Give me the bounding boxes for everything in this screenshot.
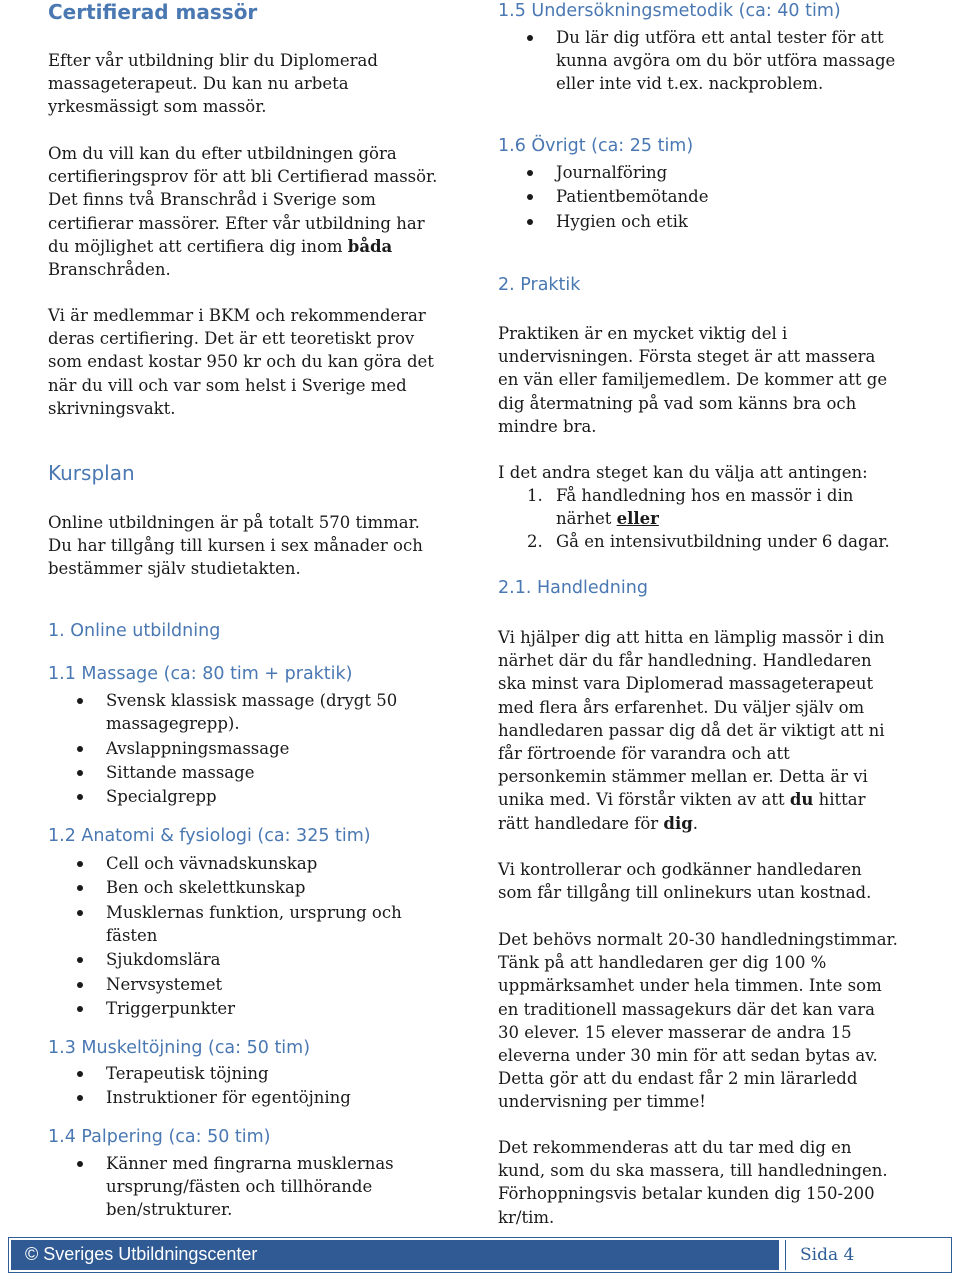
massage-list	[48, 689, 448, 810]
list-item-text: Nervsystemet	[106, 974, 223, 994]
paragraph-bkm	[48, 304, 448, 420]
list-item	[498, 530, 898, 553]
footer-copyright: © Sveriges Utbildningscenter	[25, 1244, 258, 1264]
paragraph-praktik: Praktiken är en mycket viktig del i undervisningen. Första steget är att massera en vän eller familjemedlem. De kommer att ge dig återmatning på vad som känns bra och mindre bra.	[498, 324, 888, 436]
anatomi-list	[48, 852, 448, 1022]
bullet-icon	[77, 1161, 83, 1167]
list-item	[498, 210, 898, 233]
muskeltojning-heading: 1.3 Muskeltöjning (ca: 50 tim)	[48, 1038, 311, 1058]
list-item	[48, 1062, 448, 1085]
paragraph-kontroll: Vi kontrollerar och godkänner handledaren som får tillgång till onlinekurs utan kostnad.	[498, 860, 872, 903]
list-item	[48, 948, 448, 971]
palpering-list	[48, 1152, 448, 1223]
list-item	[48, 973, 448, 996]
list-item-text: Sjukdomslära	[106, 950, 221, 970]
palpering-heading: 1.4 Palpering (ca: 50 tim)	[48, 1127, 271, 1147]
undersokning-heading: 1.5 Undersökningsmetodik (ca: 40 tim)	[498, 1, 841, 21]
bullet-icon	[77, 770, 83, 776]
text-line: yrkesmässigt som massör.	[48, 97, 267, 117]
list-item-text: Få handledning hos en massör i din närhet	[556, 486, 854, 529]
list-item-text: Ben och skelettkunskap	[106, 878, 306, 898]
bullet-icon	[77, 1006, 83, 1012]
online-heading: 1. Online utbildning	[48, 621, 221, 641]
list-item-text: Musklernas funktion, ursprung och fästen	[106, 902, 402, 945]
list-item-text: Du lär dig utföra ett antal tester för att kunna avgöra om du bör utföra massage eller inte vid t.ex. nackproblem.	[556, 28, 896, 94]
text-span: Vi hjälper dig att hitta en lämplig massör i din närhet där du får handledning. Handledaren ska minst vara Diplomerad massageterapeut med flera års erfarenhet. Du väljer själv om handledaren passar dig då det är viktigt att ni får förtroende för varandra och att personkemin stämmer mellan er. Detta är vi unika med. Vi förstår vikten av att	[498, 628, 885, 810]
footer-page-box	[785, 1240, 948, 1270]
text-line: Branschråden.	[48, 260, 171, 280]
bullet-icon	[77, 910, 83, 916]
text-line: Det finns två Branschråd i Sverige som	[48, 190, 376, 210]
text-line: deras certifiering. Det är ett teoretiskt prov	[48, 329, 415, 349]
list-item-text: Sittande massage	[106, 762, 255, 782]
list-item	[498, 161, 898, 184]
kursplan-heading: Kursplan	[48, 461, 135, 485]
paragraph-handledning	[498, 626, 898, 835]
massage-heading: 1.1 Massage (ca: 80 tim + praktik)	[48, 664, 353, 684]
list-item	[498, 26, 898, 96]
text-line: Vi är medlemmar i BKM och rekommenderar	[48, 306, 426, 325]
list-item-text: Triggerpunkter	[106, 999, 236, 1019]
list-item-text: Specialgrepp	[106, 787, 217, 807]
praktik-heading: 2. Praktik	[498, 275, 581, 295]
paragraph-diplom	[48, 49, 448, 119]
bullet-icon	[77, 1095, 83, 1101]
muskeltojning-list	[48, 1062, 448, 1111]
list-item-text: Avslappningsmassage	[106, 738, 290, 758]
list-item-text: Cell och vävnadskunskap	[106, 854, 318, 873]
list-item-text: Svensk klassisk massage (drygt 50 massagegrepp).	[106, 691, 398, 734]
list-item	[498, 484, 898, 530]
list-item	[48, 1086, 448, 1109]
bullet-icon	[527, 194, 533, 200]
list-item	[48, 997, 448, 1020]
list-item-text: Patientbemötande	[556, 187, 709, 207]
bullet-icon	[527, 35, 533, 41]
text-span: .	[692, 813, 698, 833]
text-line: certifieringsprov för att bli Certifierad massör.	[48, 167, 438, 187]
paragraph-kund: Det rekommenderas att du tar med dig en kund, som du ska massera, till handledningen. Förhoppningsvis betalar kunden dig 150-200 kr/tim.	[498, 1138, 888, 1227]
page-footer	[8, 1237, 952, 1273]
undersokning-list	[498, 26, 898, 97]
list-item	[48, 737, 448, 760]
text-line: Du har tillgång till kursen i sex månader och	[48, 536, 423, 556]
anatomi-heading: 1.2 Anatomi & fysiologi (ca: 325 tim)	[48, 826, 371, 846]
list-number: 2.	[527, 532, 543, 552]
bullet-icon	[77, 794, 83, 800]
bullet-icon	[527, 219, 533, 225]
ovrigt-heading: 1.6 Övrigt (ca: 25 tim)	[498, 136, 694, 156]
list-item	[48, 785, 448, 808]
text-line: Efter vår utbildning blir du Diplomerad	[48, 51, 378, 70]
bullet-icon	[527, 170, 533, 176]
paragraph-andra-steget: I det andra steget kan du välja att antingen:	[498, 463, 868, 482]
list-item	[48, 876, 448, 899]
bullet-icon	[77, 746, 83, 752]
bullet-icon	[77, 861, 83, 867]
text-line: skrivningsvakt.	[48, 398, 176, 418]
bold-text: du	[789, 790, 814, 810]
text-line: som endast kostar 950 kr och du kan göra det	[48, 352, 434, 372]
bullet-icon	[77, 698, 83, 704]
underlined-text: eller	[616, 509, 659, 529]
paragraph-certifiering	[48, 142, 448, 281]
list-item	[48, 689, 448, 735]
list-item-text: Instruktioner för egentöjning	[106, 1088, 351, 1108]
list-item-text: Känner med fingrarna musklernas ursprung/fästen och tillhörande ben/strukturer.	[106, 1154, 394, 1220]
paragraph-kursplan	[48, 511, 448, 581]
text-line	[48, 235, 448, 258]
list-item	[48, 1152, 448, 1222]
bullet-icon	[77, 1071, 83, 1077]
bullet-icon	[77, 957, 83, 963]
text-span: du möjlighet att certifiera dig inom	[48, 236, 348, 256]
footer-copyright-bar	[11, 1240, 779, 1270]
list-item	[48, 901, 448, 947]
text-line: Online utbildningen är på totalt 570 timmar.	[48, 513, 420, 532]
bold-text: båda	[347, 236, 393, 256]
steg-list	[498, 484, 898, 554]
list-item-text: Terapeutisk töjning	[106, 1064, 269, 1083]
text-line: certifierar massörer. Efter vår utbildning har	[48, 213, 425, 233]
list-item-text: Gå en intensivutbildning under 6 dagar.	[556, 532, 890, 552]
paragraph-timmar: Det behövs normalt 20-30 handledningstimmar. Tänk på att handledaren ger dig 100 % uppmärksamhet under hela timmen. Inte som en traditionell massagekurs där det kan vara 30 elever. 15 elever masserar de andra 15 eleverna under 30 min för att sedan bytas av. Detta gör att du endast får 2 min lärarledd undervisning per timme!	[498, 930, 898, 1112]
handledning-heading: 2.1. Handledning	[498, 578, 648, 598]
text-line: Om du vill kan du efter utbildningen göra	[48, 144, 397, 163]
list-item	[498, 185, 898, 208]
ovrigt-list	[498, 161, 898, 234]
section-title: Certifierad massör	[48, 0, 258, 24]
page-number: Sida 4	[800, 1245, 855, 1265]
text-line: massageterapeut. Du kan nu arbeta	[48, 74, 349, 94]
text-span: hittar rätt handledare för	[498, 790, 866, 833]
list-item	[48, 761, 448, 784]
text-line: när du vill och var som helst i Sverige med	[48, 375, 407, 395]
bullet-icon	[77, 885, 83, 891]
list-item-text: Journalföring	[556, 163, 668, 182]
text-line: bestämmer själv studietakten.	[48, 559, 301, 579]
bullet-icon	[77, 982, 83, 988]
list-item	[48, 852, 448, 875]
list-number: 1.	[527, 486, 543, 505]
list-item-text: Hygien och etik	[556, 211, 688, 231]
bold-text: dig	[663, 813, 693, 833]
